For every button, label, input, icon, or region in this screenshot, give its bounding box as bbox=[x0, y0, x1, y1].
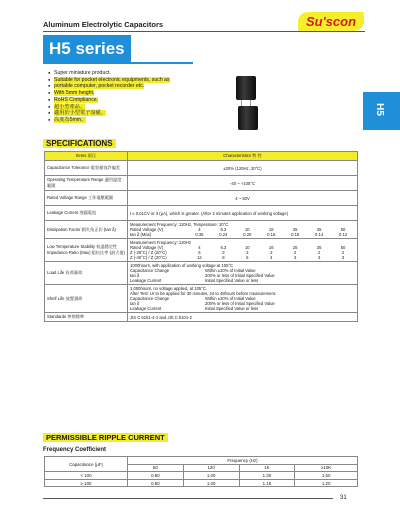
col-characteristics: Characteristics 特 性 bbox=[128, 152, 358, 161]
freq-col: 120 bbox=[183, 464, 239, 472]
page-number: 31 bbox=[340, 495, 347, 501]
feature-item: ● Suitable for pocket electronic equipments, such as bbox=[48, 77, 170, 84]
df-cell bbox=[128, 221, 358, 239]
spec-label: Leakage Current 洩漏電流 bbox=[45, 206, 128, 221]
series-title: H5 series bbox=[43, 35, 131, 62]
table-row: < 100 0.80 1.00 1.30 1.50 bbox=[45, 472, 358, 480]
spec-label: Operating Temperature Range 適用溫度範圍 bbox=[45, 176, 128, 191]
spec-label: Standards 參照標準 bbox=[45, 313, 128, 322]
product-photo bbox=[228, 72, 288, 134]
footer-divider bbox=[43, 498, 333, 499]
freq-col: 1K bbox=[239, 464, 295, 472]
spec-value: I ≤ 0.01CV or 3 (μA), which is greater. (After 2 minutes application of working voltage) bbox=[128, 206, 358, 221]
lowtemp-cell: Measurement Frequency: 120Hz Rated Voltage (V) 4 6.3 10 16 25 35 50 Z (-25°C) / Z (20°C) 6 3 3 2 2 2 2 Z (-40°C) / Z (20°C) 12 8 5 4 3 3 3 bbox=[128, 239, 358, 262]
catalog-title: Aluminum Electrolytic Capacitors bbox=[43, 20, 164, 29]
side-tab bbox=[363, 92, 400, 130]
spec-label: Dissipation Factor 損失角正切 (tan δ) bbox=[45, 221, 128, 239]
capacitor-image bbox=[236, 76, 256, 100]
feature-list bbox=[48, 70, 170, 124]
feature-item: ● 高度為5mm。 bbox=[48, 117, 170, 124]
feature-item: ● 超小型產品。 bbox=[48, 104, 170, 111]
brand-logo: Su'scon bbox=[298, 12, 364, 31]
spec-value: ±20% (120Hz, 20°C) bbox=[128, 161, 358, 176]
capacitor-image bbox=[238, 106, 258, 130]
freq-col: ≥10K bbox=[295, 464, 358, 472]
spec-label: Capacitance Tolerance 電容量容許偏差 bbox=[45, 161, 128, 176]
ripple-title: PERMISSIBLE RIPPLE CURRENT bbox=[43, 433, 168, 442]
feature-item: ● portable computer, pocket recorder etc. bbox=[48, 83, 170, 90]
spec-value: -40 ~ +105°C bbox=[128, 176, 358, 191]
freq-col: 50 bbox=[128, 464, 184, 472]
loadlife-cell: 1000hours, with application of working voltage at 105°C Capacitance Change Within ±20% of Initial Value tan δ 200% or less of Initial Specified Value Leakage Current Initial Specified Value or less bbox=[128, 262, 358, 285]
table-row: ≥ 100 0.80 1.00 1.15 1.20 bbox=[45, 479, 358, 487]
shelf-cell: 1,000hours, no voltage applied, at 105°C. After Test: Ur to be applied for 30 minutes, 24 to 48hours before measurement. Capacitance Change Within ±20% of Initial Value tan δ 200% or less of Initial Specified Value Leakage Current Initial Specified Value or less bbox=[128, 285, 358, 313]
feature-item: ● Super miniature product. bbox=[48, 70, 170, 77]
feature-item: ● With 5mm height. bbox=[48, 90, 170, 97]
spec-value: 4 ~ 50V bbox=[128, 191, 358, 206]
series-underline bbox=[43, 62, 193, 64]
spec-label: Load Life 負荷壽命 bbox=[45, 262, 128, 285]
spec-label: Shelf Life 放置壽命 bbox=[45, 285, 128, 313]
spec-value: JIS C 5101-4-1 and JIS C 5101-2 bbox=[128, 313, 358, 322]
spec-label: Low Temperature Stability 低溫穩定性 Impedance Ratio (Max) 阻抗比率 (最大值) bbox=[45, 239, 128, 262]
freq-header: Frequency (Hz) bbox=[128, 457, 358, 465]
df-voltage-row: Rated Voltage (V) 4 6.3 10 16 25 35 50 bbox=[130, 227, 346, 232]
feature-item: ● 適用於小型電子設備。 bbox=[48, 110, 170, 117]
ripple-table bbox=[44, 456, 358, 487]
specifications-table bbox=[44, 151, 358, 322]
specifications-title: SPECIFICATIONS bbox=[43, 139, 116, 148]
feature-item: ● RoHS Compliance. bbox=[48, 97, 170, 104]
df-tan-row: tan δ (Max) 0.35 0.24 0.20 0.16 0.15 0.14 0.13 bbox=[130, 232, 348, 237]
cap-header: Capacitance (μF) bbox=[45, 457, 128, 472]
col-items: Items 項目 bbox=[45, 152, 128, 161]
side-tab-label: H5 bbox=[373, 103, 385, 116]
frequency-coefficient-title: Frequency Coefficient bbox=[43, 447, 107, 453]
spec-label: Rated Voltage Range 工作電壓範圍 bbox=[45, 191, 128, 206]
header-divider bbox=[43, 31, 365, 32]
df-condition: Measurement Frequency: 120Hz, Temperature: 20°C bbox=[130, 222, 229, 227]
